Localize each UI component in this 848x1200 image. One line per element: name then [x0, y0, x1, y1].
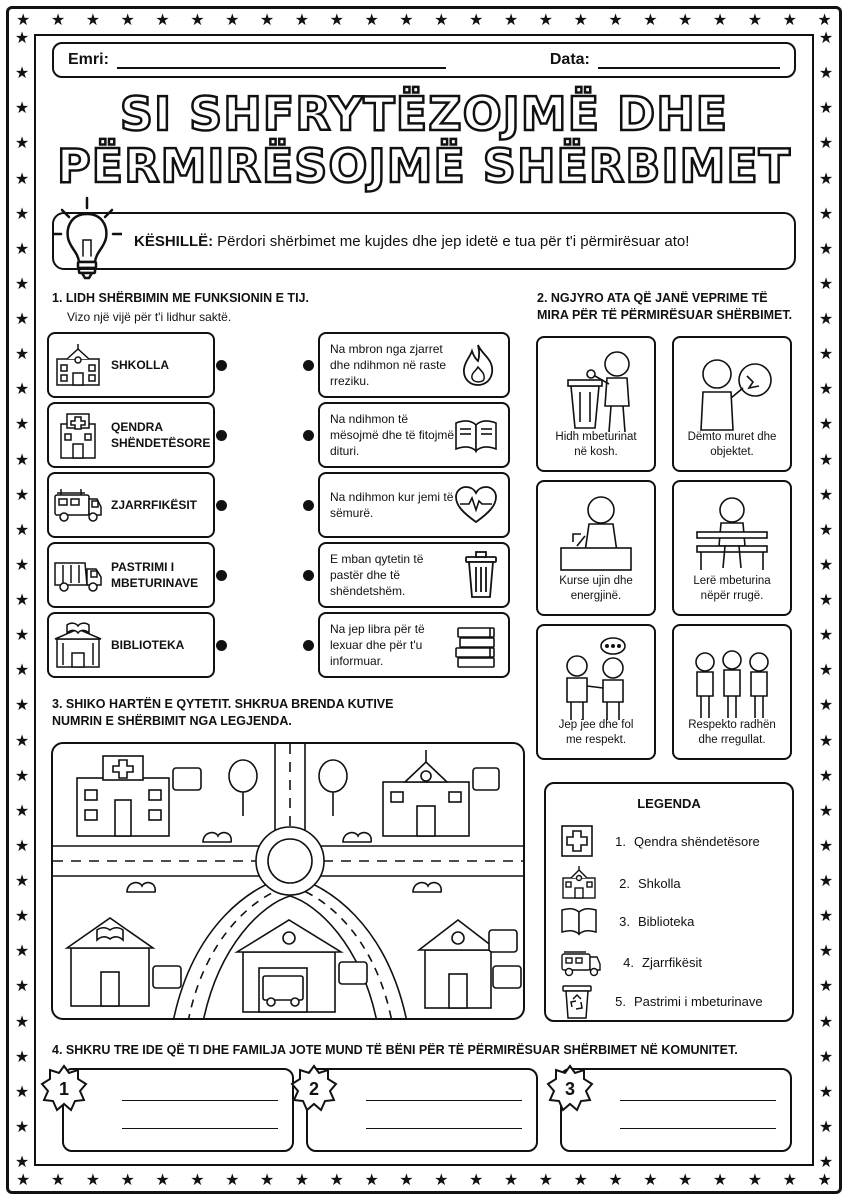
right-connect-dot[interactable] — [303, 570, 314, 581]
star-icon: ★ — [14, 484, 30, 504]
legend-row — [560, 906, 694, 936]
idea-box-1[interactable] — [62, 1068, 294, 1152]
page-title-line1: SI SHFRYTËZOJMË DHE — [119, 87, 729, 141]
star-icon: ★ — [14, 976, 30, 996]
action-card-speak-respectfully[interactable] — [536, 624, 656, 760]
function-card[interactable] — [318, 612, 510, 678]
function-text: Na ndihmon të mësojmë dhe të fitojmë dituri. — [330, 412, 455, 458]
tip-text: Përdori shërbimet me kujdes dhe jep idetë e tua për t'i përmirësuar ato! — [217, 232, 690, 250]
star-icon: ★ — [14, 730, 30, 750]
star-icon: ★ — [818, 1046, 834, 1066]
star-icon: ★ — [14, 309, 30, 328]
star-icon: ★ — [818, 1152, 834, 1171]
number-badge-1 — [40, 1064, 88, 1112]
function-card[interactable] — [318, 402, 510, 468]
action-card-respect-queue[interactable] — [672, 624, 792, 760]
star-icon: ★ — [16, 1170, 31, 1189]
badge-number: 3 — [564, 1079, 576, 1099]
flame-icon — [458, 343, 498, 387]
service-card-school[interactable] — [47, 332, 215, 398]
star-icon: ★ — [85, 10, 101, 29]
star-icon: ★ — [468, 1170, 484, 1189]
star-icon: ★ — [155, 10, 170, 29]
star-icon: ★ — [818, 168, 834, 188]
star-icon: ★ — [14, 449, 30, 469]
writing-line[interactable] — [122, 1128, 278, 1129]
star-icon: ★ — [14, 168, 30, 188]
star-icon: ★ — [155, 1170, 170, 1189]
star-icon: ★ — [120, 10, 135, 29]
star-icon: ★ — [14, 63, 30, 83]
section1-subtext: Vizo një vijë për t'i lidhur saktë. — [67, 310, 232, 324]
left-connect-dot[interactable] — [216, 500, 227, 511]
heart-pulse-icon — [454, 485, 498, 525]
star-icon: ★ — [818, 449, 834, 469]
city-map — [51, 742, 525, 1020]
function-text: Na mbron nga zjarret dhe ndihmon në raste rreziku. — [330, 342, 447, 388]
child-on-bench-icon — [687, 490, 777, 580]
function-card[interactable] — [318, 332, 510, 398]
star-icon: ★ — [364, 10, 379, 29]
service-label: PASTRIMI I MBETURINAVE — [111, 560, 199, 590]
legend-label: Biblioteka — [638, 913, 695, 929]
children-in-line-icon — [687, 634, 777, 724]
writing-line[interactable] — [620, 1100, 776, 1101]
medical-cross-icon — [560, 824, 594, 858]
map-legend — [544, 782, 794, 1022]
right-connect-dot[interactable] — [303, 360, 314, 371]
service-label: ZJARRFIKËSIT — [111, 498, 198, 512]
legend-num: 1. — [615, 833, 626, 849]
star-icon: ★ — [608, 1170, 623, 1189]
action-card-throw-trash[interactable] — [536, 336, 656, 472]
star-icon: ★ — [818, 519, 834, 539]
star-icon: ★ — [50, 10, 66, 29]
star-icon: ★ — [14, 590, 30, 609]
service-card-health-center[interactable] — [47, 402, 215, 468]
star-icon: ★ — [294, 1170, 310, 1189]
idea-box-3[interactable] — [560, 1068, 792, 1152]
star-icon: ★ — [503, 10, 519, 29]
star-icon: ★ — [14, 941, 30, 961]
star-icon: ★ — [818, 554, 834, 574]
star-icon: ★ — [818, 133, 834, 153]
function-text: Na ndihmon kur jemi të sëmurë. — [330, 490, 454, 520]
legend-num: 3. — [619, 913, 630, 929]
legend-row — [560, 982, 763, 1020]
fire-truck-icon — [560, 946, 602, 978]
left-connect-dot[interactable] — [216, 360, 227, 371]
right-connect-dot[interactable] — [303, 430, 314, 441]
name-label: Emri: — [68, 51, 109, 68]
star-icon: ★ — [818, 1116, 834, 1136]
star-icon: ★ — [678, 10, 693, 29]
number-badge-3 — [546, 1064, 594, 1112]
star-icon: ★ — [818, 765, 834, 785]
action-card-littering[interactable] — [672, 480, 792, 616]
recycle-bin-icon — [560, 982, 594, 1020]
star-icon: ★ — [818, 976, 834, 996]
badge-number: 1 — [58, 1079, 70, 1099]
action-card-save-water[interactable] — [536, 480, 656, 616]
star-icon: ★ — [85, 1170, 101, 1189]
star-border-top — [10, 8, 838, 32]
star-icon: ★ — [14, 1116, 30, 1136]
star-icon: ★ — [818, 414, 834, 434]
star-icon: ★ — [782, 1170, 797, 1189]
city-map-drawing — [53, 744, 525, 1020]
star-icon: ★ — [818, 484, 834, 504]
page-title-line2: PËRMIRËSOJMË SHËRBIMET — [56, 139, 792, 193]
name-date-box — [52, 42, 796, 78]
star-icon: ★ — [14, 133, 30, 153]
star-icon: ★ — [818, 590, 834, 609]
action-caption: Respekto radhën dhe rregullat. — [688, 719, 776, 746]
legend-row — [560, 946, 702, 978]
star-icon: ★ — [747, 1170, 763, 1189]
star-icon: ★ — [818, 660, 834, 680]
right-connect-dot[interactable] — [303, 640, 314, 651]
star-icon: ★ — [817, 1170, 832, 1189]
star-icon: ★ — [14, 1152, 30, 1171]
left-connect-dot[interactable] — [216, 570, 227, 581]
star-icon: ★ — [14, 554, 30, 574]
service-label: QENDRA SHËNDETËSORE — [111, 420, 211, 450]
name-field[interactable] — [117, 51, 446, 69]
star-icon: ★ — [434, 1170, 449, 1189]
star-icon: ★ — [14, 871, 30, 890]
star-icon: ★ — [399, 10, 414, 29]
star-border-bottom — [10, 1168, 838, 1192]
fire-truck-icon — [53, 485, 103, 525]
service-card-firefighters[interactable] — [47, 472, 215, 538]
star-icon: ★ — [14, 203, 30, 223]
star-icon: ★ — [817, 10, 832, 29]
library-icon — [53, 621, 103, 669]
child-at-sink-icon — [551, 490, 641, 580]
tip-label: KËSHILLË: — [134, 232, 214, 250]
star-icon: ★ — [818, 800, 834, 820]
star-icon: ★ — [14, 695, 30, 715]
star-icon: ★ — [818, 344, 834, 364]
trash-can-icon — [464, 551, 498, 599]
star-icon: ★ — [573, 1170, 588, 1189]
star-border-right — [814, 30, 838, 1170]
idea-box-2[interactable] — [306, 1068, 538, 1152]
book-stack-icon — [454, 620, 498, 670]
function-card[interactable] — [318, 472, 510, 538]
star-icon: ★ — [678, 1170, 693, 1189]
star-icon: ★ — [818, 98, 834, 118]
date-label: Data: — [549, 51, 590, 68]
star-icon: ★ — [14, 625, 30, 645]
star-icon: ★ — [818, 309, 834, 328]
star-icon: ★ — [643, 10, 658, 29]
star-icon: ★ — [747, 10, 763, 29]
star-icon: ★ — [14, 414, 30, 434]
action-caption: Kurse ujin dhe energjinë. — [559, 575, 633, 602]
star-icon: ★ — [818, 238, 834, 258]
left-connect-dot[interactable] — [216, 640, 227, 651]
star-icon: ★ — [818, 871, 834, 890]
star-icon: ★ — [712, 1170, 728, 1189]
star-icon: ★ — [259, 10, 275, 29]
star-icon: ★ — [818, 1011, 834, 1031]
star-icon: ★ — [14, 379, 30, 399]
star-icon: ★ — [294, 10, 310, 29]
star-icon: ★ — [434, 10, 449, 29]
left-connect-dot[interactable] — [216, 430, 227, 441]
star-icon: ★ — [14, 1011, 30, 1031]
function-text: Na jep libra për të lexuar dhe për t'u informuar. — [330, 622, 425, 668]
star-icon: ★ — [364, 1170, 379, 1189]
legend-label: Zjarrfikësit — [642, 954, 702, 970]
star-icon: ★ — [14, 835, 30, 855]
star-icon: ★ — [643, 1170, 658, 1189]
writing-line[interactable] — [366, 1100, 522, 1101]
star-icon: ★ — [14, 800, 30, 820]
service-label: SHKOLLA — [111, 358, 169, 372]
number-badge-2 — [290, 1064, 338, 1112]
star-icon: ★ — [818, 625, 834, 645]
star-icon: ★ — [608, 10, 623, 29]
star-icon: ★ — [50, 1170, 66, 1189]
star-icon: ★ — [120, 1170, 135, 1189]
star-icon: ★ — [503, 1170, 519, 1189]
writing-line[interactable] — [620, 1128, 776, 1129]
star-icon: ★ — [818, 273, 834, 293]
star-icon: ★ — [14, 28, 30, 47]
school-icon — [53, 343, 103, 387]
school-icon — [560, 866, 598, 900]
section3-heading: 3. SHIKO HARTËN E QYTETIT. SHKRUA BRENDA KUTIVE NUMRIN E SHËRBIMIT NGA LEGJENDA. — [52, 697, 394, 728]
star-icon: ★ — [225, 10, 240, 29]
star-icon: ★ — [190, 10, 205, 29]
star-icon: ★ — [818, 906, 834, 926]
legend-num: 2. — [619, 875, 630, 891]
action-card-damage-walls[interactable] — [672, 336, 792, 472]
date-field[interactable] — [598, 51, 780, 69]
star-icon: ★ — [782, 10, 797, 29]
child-throwing-trash-icon — [551, 346, 641, 436]
function-card[interactable] — [318, 542, 510, 608]
legend-row — [560, 824, 760, 858]
service-label: BIBLIOTEKA — [111, 638, 185, 652]
service-card-waste-collection[interactable] — [47, 542, 215, 608]
star-icon: ★ — [14, 660, 30, 680]
star-icon: ★ — [14, 98, 30, 118]
children-talking-icon — [551, 634, 641, 724]
star-icon: ★ — [329, 10, 344, 29]
legend-title: LEGENDA — [637, 796, 701, 811]
star-icon: ★ — [818, 28, 834, 47]
star-icon: ★ — [818, 203, 834, 223]
star-icon: ★ — [818, 941, 834, 961]
right-connect-dot[interactable] — [303, 500, 314, 511]
star-icon: ★ — [712, 10, 728, 29]
star-icon: ★ — [329, 1170, 344, 1189]
legend-num: 4. — [623, 954, 634, 970]
star-icon: ★ — [538, 1170, 553, 1189]
service-card-library[interactable] — [47, 612, 215, 678]
star-icon: ★ — [468, 10, 484, 29]
section4-heading: 4. SHKRU TRE IDE QË TI DHE FAMILJA JOTE MUND TË BËNI PËR TË PËRMIRËSUAR SHËRBIMET NË KOMUNITET. — [52, 1043, 738, 1057]
star-icon: ★ — [818, 1081, 834, 1101]
action-caption: Dëmto muret dhe objektet. — [687, 431, 777, 458]
legend-num: 5. — [615, 993, 626, 1009]
star-icon: ★ — [190, 1170, 205, 1189]
star-icon: ★ — [818, 730, 834, 750]
legend-label: Qendra shëndetësore — [634, 833, 760, 849]
child-drawing-on-wall-icon — [687, 346, 777, 436]
writing-line[interactable] — [366, 1128, 522, 1129]
garbage-truck-icon — [53, 555, 103, 595]
legend-label: Shkolla — [638, 875, 681, 891]
star-icon: ★ — [14, 1046, 30, 1066]
open-book-icon — [560, 906, 598, 936]
section1-heading: 1. LIDH SHËRBIMIN ME FUNKSIONIN E TIJ. — [52, 291, 309, 305]
star-border-left — [10, 30, 34, 1170]
tip-box — [52, 212, 796, 270]
star-icon: ★ — [259, 1170, 275, 1189]
star-icon: ★ — [818, 63, 834, 83]
star-icon: ★ — [14, 765, 30, 785]
legend-row — [560, 866, 681, 900]
star-icon: ★ — [14, 238, 30, 258]
star-icon: ★ — [14, 519, 30, 539]
star-icon: ★ — [818, 835, 834, 855]
star-icon: ★ — [14, 1081, 30, 1101]
function-text: E mban qytetin të pastër dhe të shëndetshëm. — [330, 552, 424, 598]
health-center-icon — [53, 410, 103, 460]
badge-number: 2 — [308, 1079, 320, 1099]
star-icon: ★ — [16, 10, 31, 29]
legend-label: Pastrimi i mbeturinave — [634, 993, 763, 1009]
star-icon: ★ — [14, 344, 30, 364]
writing-line[interactable] — [122, 1100, 278, 1101]
star-icon: ★ — [399, 1170, 414, 1189]
open-book-icon — [454, 417, 498, 453]
star-icon: ★ — [573, 10, 588, 29]
action-caption: Lerë mbeturina nëpër rrugë. — [693, 575, 771, 602]
star-icon: ★ — [225, 1170, 240, 1189]
star-icon: ★ — [818, 379, 834, 399]
star-icon: ★ — [818, 695, 834, 715]
section2-heading: 2. NGJYRO ATA QË JANË VEPRIME TË MIRA PËR TË PËRMIRËSUAR SHËRBIMET. — [537, 291, 793, 322]
action-caption: Hidh mbeturinat në kosh. — [555, 431, 637, 458]
star-icon: ★ — [14, 273, 30, 293]
action-caption: Jep jee dhe fol me respekt. — [558, 719, 634, 746]
star-icon: ★ — [14, 906, 30, 926]
star-icon: ★ — [538, 10, 553, 29]
